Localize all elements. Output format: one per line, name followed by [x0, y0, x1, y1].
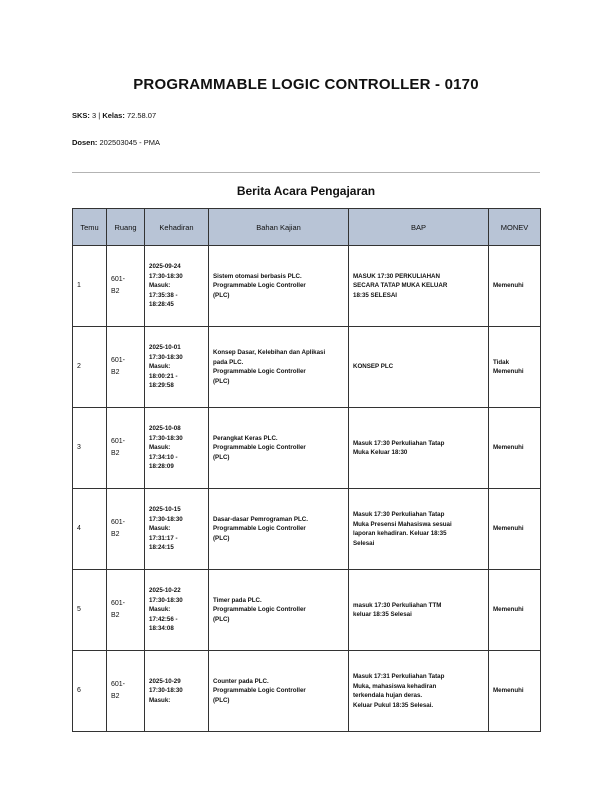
bap-line: Muka Keluar 18:30 — [353, 449, 408, 456]
cell-ruang — [107, 570, 145, 651]
bahan-line: (PLC) — [213, 291, 230, 299]
monev-line: Memenuhi — [493, 525, 524, 533]
kehadiran-line: 18:24:15 — [149, 544, 174, 552]
bap-line: MASUK 17:30 PERKULIAHAN — [353, 272, 440, 280]
header-ruang: Ruang — [107, 209, 145, 246]
ruang-line: 601- — [111, 438, 126, 445]
bap-line: keluar 18:35 Selesai — [353, 611, 412, 618]
kehadiran-line: 2025-09-24 — [149, 263, 181, 271]
cell-ruang — [107, 408, 145, 489]
bahan-line: Programmable Logic Controller — [213, 525, 306, 533]
cell-bap — [349, 327, 489, 408]
cell-monev — [489, 489, 541, 570]
bap-line: Masuk 17:30 Perkuliahan Tatap — [353, 511, 445, 518]
kehadiran-line: Masuk: — [149, 606, 171, 614]
kehadiran-line: Masuk: — [149, 525, 171, 533]
kehadiran-line: 18:28:45 — [149, 301, 174, 309]
bahan-line: Programmable Logic Controller — [213, 687, 306, 695]
ruang-line: B2 — [111, 693, 120, 700]
kehadiran-line: 2025-10-22 — [149, 587, 181, 595]
ruang-line: 601- — [111, 600, 126, 607]
cell-monev — [489, 651, 541, 732]
bahan-line: (PLC) — [213, 453, 230, 461]
cell-kehadiran — [145, 570, 209, 651]
bap-line: masuk 17:30 Perkuliahan TTM — [353, 601, 442, 609]
kehadiran-line: 18:00:21 - — [149, 372, 178, 380]
bahan-line: Konsep Dasar, Kelebihan dan Aplikasi — [213, 349, 326, 356]
cell-bahan-kajian — [209, 570, 349, 651]
cell-bahan-kajian — [209, 408, 349, 489]
kehadiran-line: 17:30-18:30 — [149, 596, 183, 604]
ruang-line: B2 — [111, 450, 120, 457]
cell-bahan-kajian — [209, 489, 349, 570]
cell-temu: 1 — [73, 246, 107, 327]
table-row — [73, 327, 541, 408]
bap-line: KONSEP PLC — [353, 363, 394, 371]
cell-bap — [349, 489, 489, 570]
kelas-value: 72.58.07 — [126, 111, 157, 120]
table-row — [73, 489, 541, 570]
header-monev: MONEV — [489, 209, 541, 246]
bap-line: Selesai — [353, 539, 375, 547]
cell-ruang — [107, 246, 145, 327]
header-temu: Temu — [73, 209, 107, 246]
ruang-line: B2 — [111, 288, 120, 295]
kehadiran-line: 17:30-18:30 — [149, 687, 183, 695]
ruang-line: B2 — [111, 369, 120, 376]
course-title: PROGRAMMABLE LOGIC CONTROLLER - 0170 — [133, 76, 479, 93]
class-info — [72, 111, 156, 120]
bap-line: Masuk 17:31 Perkuliahan Tatap — [353, 673, 445, 680]
kehadiran-line: 18:28:09 — [149, 463, 174, 471]
ruang-line: 601- — [111, 681, 126, 688]
kehadiran-line: Masuk: — [149, 363, 171, 371]
cell-bap — [349, 246, 489, 327]
lecturer-info — [72, 138, 160, 147]
bahan-line: Dasar-dasar Pemrograman PLC. — [213, 515, 308, 523]
kehadiran-line: Masuk: — [149, 444, 171, 452]
ruang-line: 601- — [111, 276, 126, 283]
dosen-value: 202503045 - PMA — [99, 138, 160, 147]
bahan-line: (PLC) — [213, 377, 230, 385]
ruang-line: B2 — [111, 531, 120, 538]
cell-ruang — [107, 651, 145, 732]
divider — [72, 172, 540, 173]
ruang-line: 601- — [111, 519, 126, 526]
kehadiran-line: 17:42:56 - — [149, 615, 178, 623]
monev-line: Memenuhi — [493, 687, 524, 695]
kehadiran-line: 18:34:08 — [149, 625, 174, 633]
kehadiran-line: 2025-10-15 — [149, 506, 181, 514]
cell-temu: 2 — [73, 327, 107, 408]
cell-kehadiran — [145, 651, 209, 732]
bahan-line: Sistem otomasi berbasis PLC. — [213, 272, 302, 280]
bahan-line: Programmable Logic Controller — [213, 606, 306, 614]
header-kehadiran: Kehadiran — [145, 209, 209, 246]
cell-monev — [489, 570, 541, 651]
monev-line: Tidak — [493, 358, 510, 366]
bahan-line: Timer pada PLC. — [213, 596, 262, 604]
cell-kehadiran — [145, 246, 209, 327]
monev-line: Memenuhi — [493, 282, 524, 290]
sks-label: SKS: — [72, 111, 90, 120]
sks-value: 3 — [92, 111, 97, 120]
cell-monev — [489, 408, 541, 489]
bahan-line: Perangkat Keras PLC. — [213, 434, 278, 442]
cell-temu: 3 — [73, 408, 107, 489]
kehadiran-line: 17:30-18:30 — [149, 515, 183, 523]
kehadiran-line: 18:29:58 — [149, 382, 174, 390]
bap-line: Keluar Pukul 18:35 Selesai. — [353, 701, 434, 709]
kehadiran-line: Masuk: — [149, 282, 171, 290]
cell-monev — [489, 327, 541, 408]
kehadiran-line: 17:30-18:30 — [149, 353, 183, 361]
kehadiran-line: 17:35:38 - — [149, 291, 178, 299]
bahan-line: (PLC) — [213, 534, 230, 542]
bahan-line: (PLC) — [213, 615, 230, 623]
dosen-label: Dosen: — [72, 138, 98, 147]
monev-line: Memenuhi — [493, 606, 524, 614]
kehadiran-line: 17:34:10 - — [149, 453, 178, 461]
ruang-line: 601- — [111, 357, 126, 364]
section-title: Berita Acara Pengajaran — [236, 184, 376, 198]
cell-bahan-kajian — [209, 327, 349, 408]
cell-bap — [349, 408, 489, 489]
cell-kehadiran — [145, 489, 209, 570]
cell-ruang — [107, 489, 145, 570]
kehadiran-line: Masuk: — [149, 696, 171, 704]
cell-temu: 4 — [73, 489, 107, 570]
header-bahan-kajian: Bahan Kajian — [209, 209, 349, 246]
table-row — [73, 246, 541, 327]
cell-bap — [349, 651, 489, 732]
cell-bahan-kajian — [209, 651, 349, 732]
cell-ruang — [107, 327, 145, 408]
bahan-line: pada PLC. — [213, 358, 244, 366]
bap-line: 18:35 SELESAI — [353, 291, 398, 299]
kelas-label: Kelas: — [102, 111, 125, 120]
kehadiran-line: 17:31:17 - — [149, 534, 178, 542]
table-row — [73, 651, 541, 732]
table-row — [73, 408, 541, 489]
cell-temu: 5 — [73, 570, 107, 651]
cell-bap — [349, 570, 489, 651]
bahan-line: Programmable Logic Controller — [213, 368, 306, 375]
bahan-line: Programmable Logic Controller — [213, 282, 306, 290]
bap-line: terkendala hujan deras. — [353, 692, 423, 699]
cell-bahan-kajian — [209, 246, 349, 327]
kehadiran-line: 2025-10-01 — [149, 344, 181, 352]
header-bap: BAP — [349, 209, 489, 246]
cell-kehadiran — [145, 408, 209, 489]
bahan-line: Counter pada PLC. — [213, 677, 269, 685]
bap-line: Muka, mahasiswa kehadiran — [353, 682, 437, 690]
bap-line: SECARA TATAP MUKA KELUAR — [353, 282, 448, 290]
bap-line: Muka Presensi Mahasiswa sesuai — [353, 520, 452, 528]
table-row — [73, 570, 541, 651]
cell-temu: 6 — [73, 651, 107, 732]
kehadiran-line: 2025-10-29 — [149, 677, 181, 685]
kehadiran-line: 17:30-18:30 — [149, 272, 183, 280]
kehadiran-line: 17:30-18:30 — [149, 434, 183, 442]
monev-line: Memenuhi — [493, 368, 524, 375]
ruang-line: B2 — [111, 612, 120, 619]
bahan-line: Programmable Logic Controller — [213, 444, 306, 452]
bap-line: laporan kehadiran. Keluar 18:35 — [353, 530, 447, 537]
kehadiran-line: 2025-10-08 — [149, 425, 181, 433]
teaching-report-table — [72, 208, 541, 732]
cell-kehadiran — [145, 327, 209, 408]
cell-monev — [489, 246, 541, 327]
table-header-row — [73, 209, 541, 246]
bahan-line: (PLC) — [213, 696, 230, 704]
monev-line: Memenuhi — [493, 444, 524, 452]
separator: | — [98, 111, 101, 120]
bap-line: Masuk 17:30 Perkuliahan Tatap — [353, 439, 445, 447]
